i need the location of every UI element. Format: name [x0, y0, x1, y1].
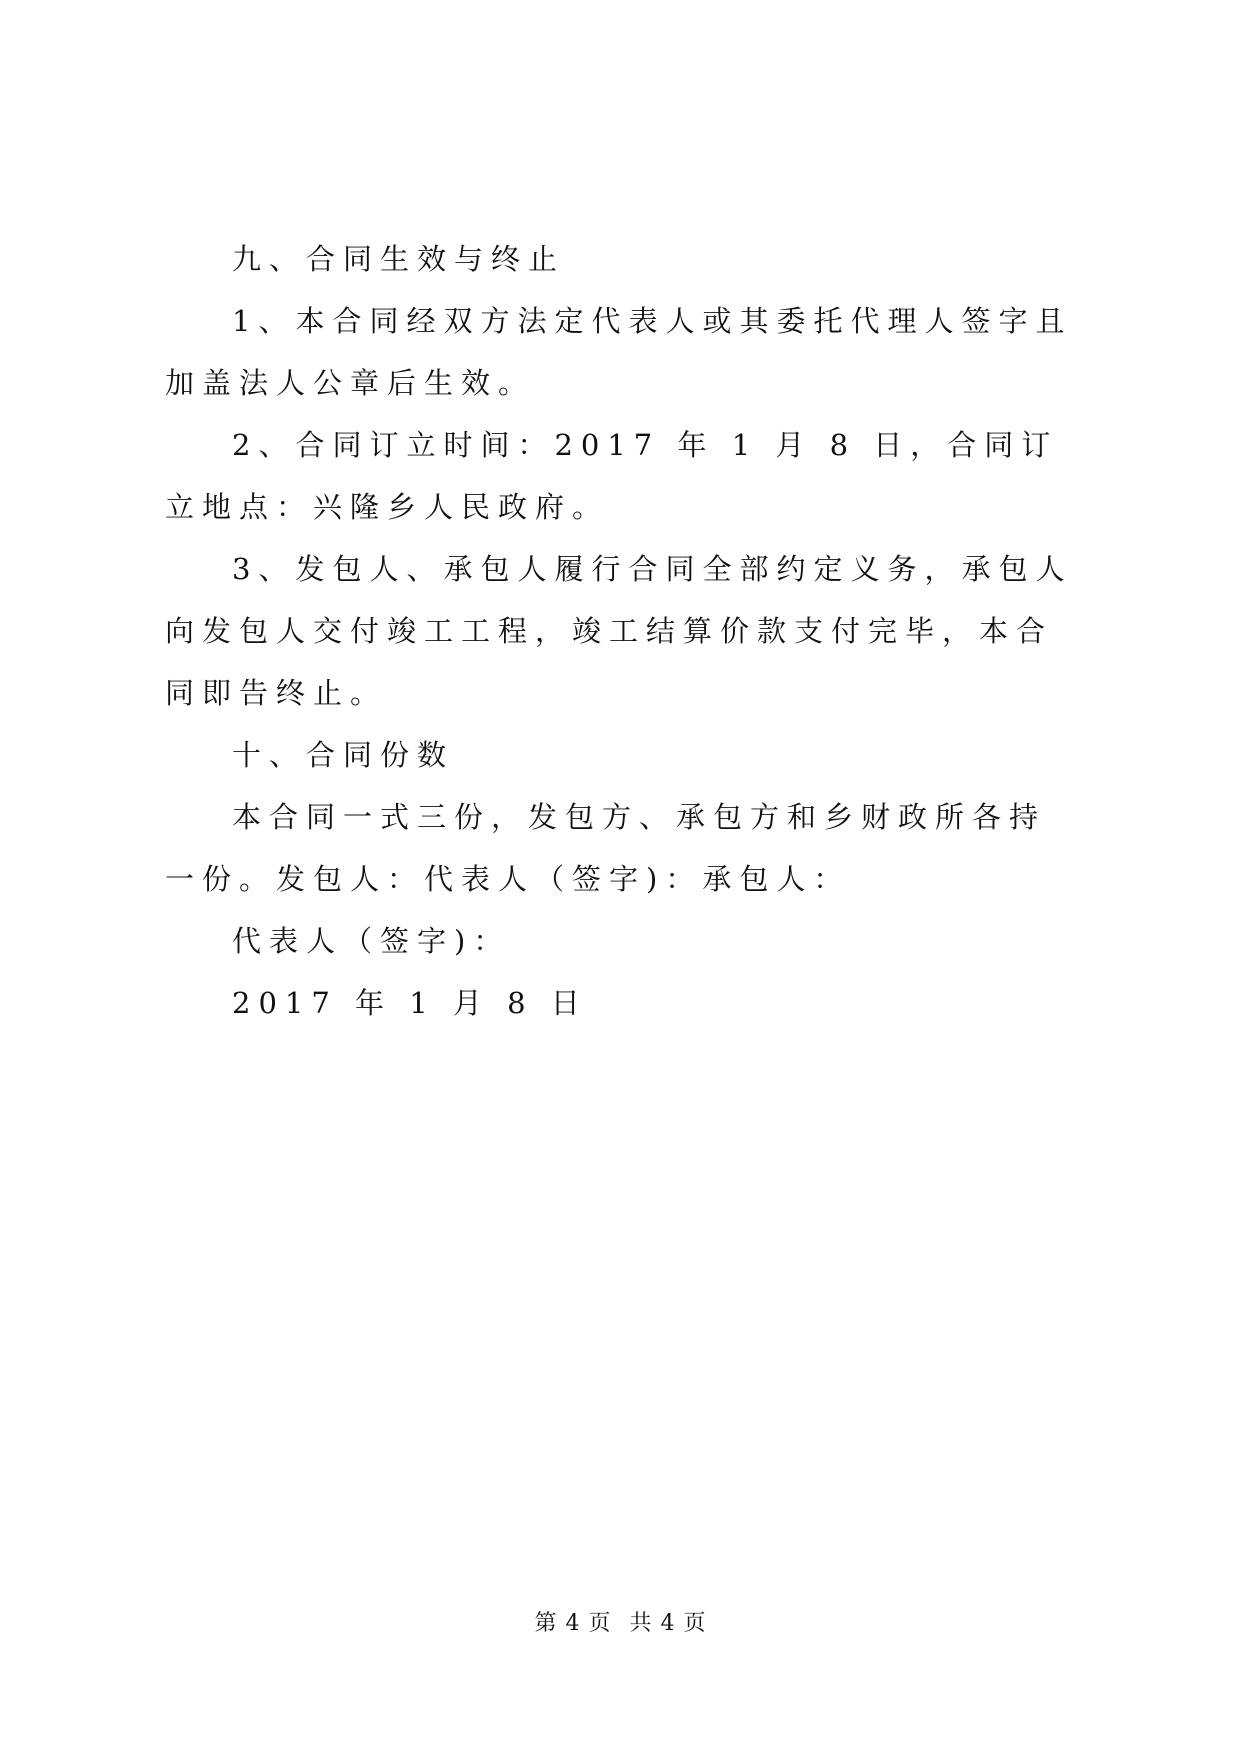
section-heading-nine: 九、合同生效与终止: [232, 242, 566, 276]
section-heading-ten: 十、合同份数: [232, 738, 455, 772]
page-number-current: 第 4 页: [534, 1611, 612, 1636]
clause-signing-time-place: 2、合同订立时间：2017 年 1 月 8 日，合同订立地点：兴隆乡人民政府。: [165, 428, 1059, 524]
signature-date: 2017 年 1 月 8 日: [232, 986, 588, 1020]
clause-copies: 本合同一式三份，发包方、承包方和乡财政所各持一份。发包人：代表人（签字)：承包人：: [165, 800, 1047, 896]
signature-line: 代表人（签字)：: [232, 924, 511, 958]
page-number-total: 共 4 页: [629, 1611, 707, 1636]
page-footer: [0, 1606, 1241, 1637]
document-body: [165, 228, 1080, 1034]
clause-effective: 1、本合同经双方法定代表人或其委托代理人签字且加盖法人公章后生效。: [165, 304, 1073, 400]
clause-termination: 3、发包人、承包人履行合同全部约定义务，承包人向发包人交付竣工工程，竣工结算价款支付完毕，本合同即告终止。: [165, 552, 1073, 710]
